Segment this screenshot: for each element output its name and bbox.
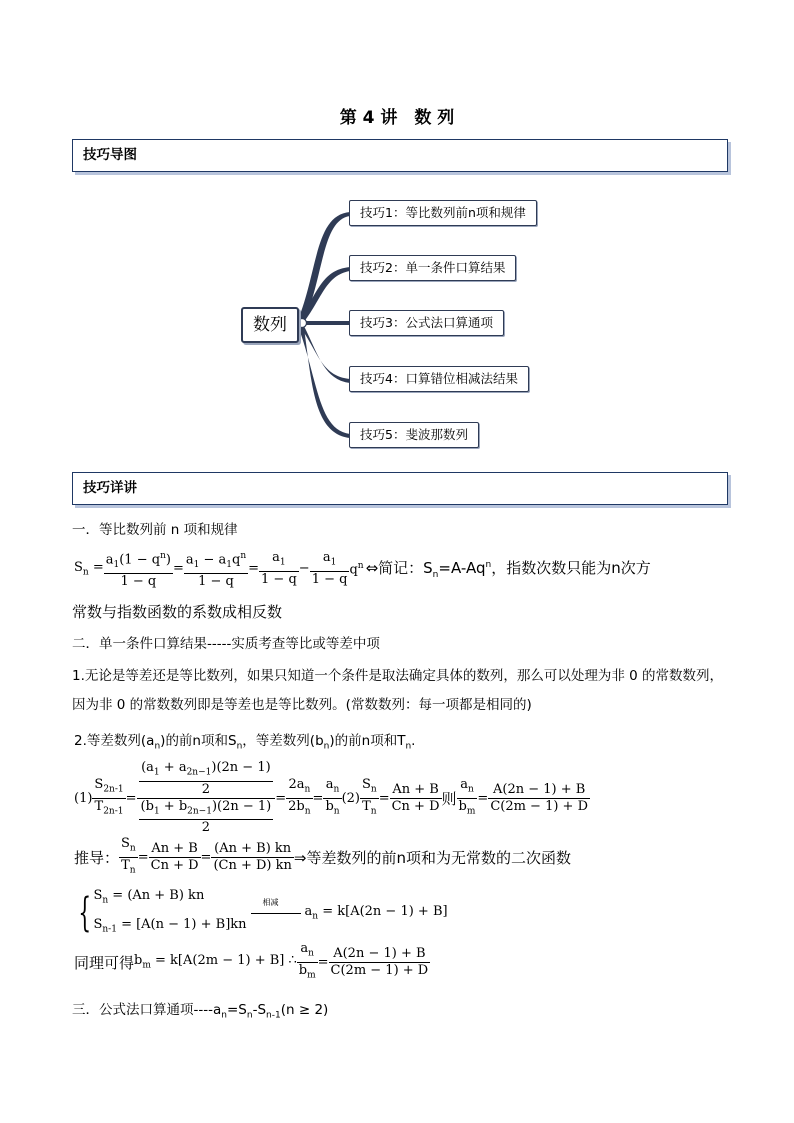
mindmap [0,180,794,470]
subtract-label: 相减 [262,898,279,908]
branch-line-5 [298,326,350,438]
section-guide-header: 技巧导图 [72,139,728,172]
part1-note: ⇔简记：S [365,559,433,578]
part1-formula: $S_n$ = $\frac{a_1(1 - q^n)}{1 - q}$ = $\frac{a_1 - a_1q^n}{1 - q}$ = $\frac{a_1}{1 - q}$ − $\frac{a_1}{1 - q}$ $q^n$ ⇔简记：$S_n=A-Aq^n$，指数次数只能为n次方 [74,548,651,590]
part1-note-c: ，指数次数只能为n次方 [491,559,651,578]
part1-note-b: =A-Aq [438,559,486,578]
para2-c: ，等差数列 [242,733,310,749]
branch-line-1 [298,212,350,322]
part3-heading-text: 三．公式法口算通项----a [72,1002,222,1018]
part2-formula-1: (1) $\frac{S_{2n-1}}{T_{2n-1}}$ = $\frac{\frac{(a_1 + a_{2n-1})(2n - 1)}{2}}{\frac{(b_1 + b_{2n-1})(2n - 1)}{2}}$ = $\frac{2a_n}{2b_n}$ = $\frac{a_n}{b_n}$ (2) $\frac{S_n}{T_n}$ = $\frac{An + B}{Cn + D}$ 则 $\frac{a_n}{b_m}$ = $\frac{A(2n - 1) + B}{C(2m - 1) + D}$ [74,760,589,836]
part2-system: { $S_n = (An + B)$ kn $S_{n-1} = [A(n - 1) + B]kn$ 相减 $a_n = k[A(2n - 1) + B]$ [78,888,448,936]
part2-deduce: 推导： $\frac{S_n}{T_n}$ = $\frac{An + B}{Cn + D}$ = $\frac{(An + B) kn}{(Cn + D) kn}$ ⇒等差数列的前n项和为无常数的二次函数 [74,836,571,876]
para2-b: 的前n项和S [165,733,237,749]
para2-a: 2.等差数列 [74,733,141,749]
part2-heading: 二．单一条件口算结果-----实质考查等比或等差中项 [72,636,380,652]
deduce-tail: ⇒等差数列的前n项和为无常数的二次函数 [293,848,571,867]
mindmap-node-2: 技巧2：单一条件口算结果 [349,255,516,281]
deduce-label: 推导： [74,848,120,867]
para2-d: 的前n项和T [334,733,406,749]
part3-heading-tail: (n ≥ 2) [280,1002,329,1018]
part1-heading: 一．等比数列前 n 项和规律 [72,522,238,538]
part1-line2: 常数与指数函数的系数成相反数 [72,603,283,621]
part2-para1: 1.无论是等差还是等比数列，如果只知道一个条件是取法确定具体的数列，那么可以处理为非 0 的常数数列，因为非 0 的常数数列即是等差也是等比数列。(常数数列：每一项都是相同的) [72,668,724,713]
similar-label: 同理可得 [74,953,135,972]
part2-para2: 2.等差数列$(a_n)$的前n项和$S_n$，等差数列$(b_n)$的前n项和$T_n$. [74,733,416,752]
mindmap-node-5: 技巧5：斐波那数列 [349,422,479,448]
mindmap-node-4: 技巧4：口算错位相减法结果 [349,366,529,392]
section-detail-header: 技巧详讲 [72,472,728,505]
mindmap-center-node: 数列 [241,307,299,343]
then-label: 则 [441,789,457,808]
page-title: 第 4 讲 数 列 [339,108,455,128]
part3-heading: 三．公式法口算通项$----a_n=S_n-S_{n-1}(n \ge 2)$ [72,1002,329,1021]
branch-line-4 [298,324,350,383]
mindmap-node-1: 技巧1：等比数列前n项和规律 [349,200,537,226]
part2-similar: 同理可得 $b_m = k[A(2m - 1) + B]$ ∴ $\frac{a_n}{b_m}$ = $\frac{A(2n - 1) + B}{C(2m - 1) + D}$ [74,941,429,981]
branch-line-2 [298,267,350,322]
mindmap-node-3: 技巧3：公式法口算通项 [349,310,504,336]
